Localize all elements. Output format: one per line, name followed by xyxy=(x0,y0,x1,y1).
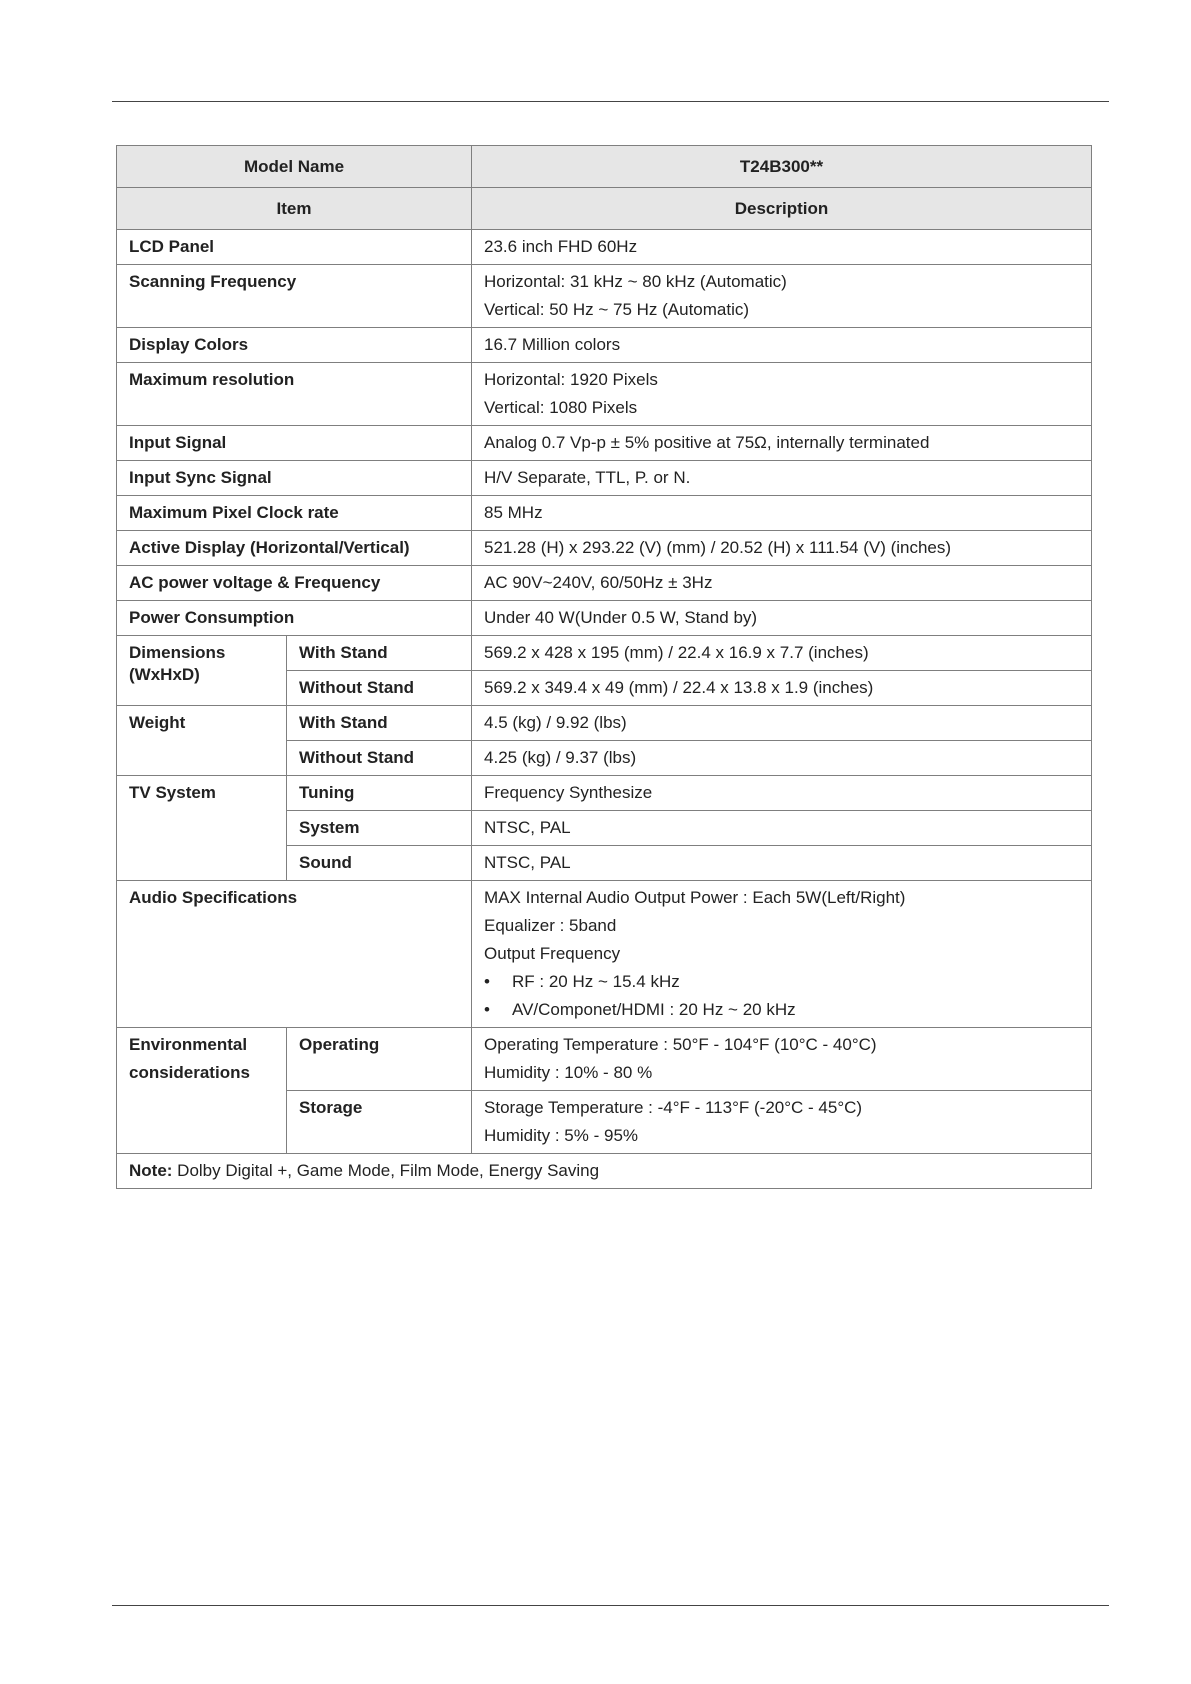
row-value: 85 MHz xyxy=(472,496,1092,531)
model-name-label: Model Name xyxy=(117,146,472,188)
row-value: AC 90V~240V, 60/50Hz ± 3Hz xyxy=(472,566,1092,601)
row-label: Active Display (Horizontal/Vertical) xyxy=(117,531,472,566)
row-value xyxy=(472,1091,1092,1154)
header-rule xyxy=(112,101,1109,102)
note-label: Note: xyxy=(129,1161,173,1180)
value-line: Operating Temperature : 50°F - 104°F (10°C - 40°C) xyxy=(484,1035,877,1054)
row-value: 4.25 (kg) / 9.37 (lbs) xyxy=(472,741,1092,776)
row-label xyxy=(117,1028,287,1154)
sub-label: Operating xyxy=(287,1028,472,1091)
value-line: Equalizer : 5band xyxy=(484,916,617,935)
bullet-text: RF : 20 Hz ~ 15.4 kHz xyxy=(512,972,680,991)
row-label: Input Sync Signal xyxy=(117,461,472,496)
row-value: Under 40 W(Under 0.5 W, Stand by) xyxy=(472,601,1092,636)
table-row xyxy=(117,776,1092,811)
value-line: Output Frequency xyxy=(484,944,621,963)
table-row xyxy=(117,706,1092,741)
row-value: Analog 0.7 Vp-p ± 5% positive at 75Ω, internally terminated xyxy=(472,426,1092,461)
row-label: TV System xyxy=(117,776,287,881)
row-value: NTSC, PAL xyxy=(472,846,1092,881)
row-value: H/V Separate, TTL, P. or N. xyxy=(472,461,1092,496)
model-name-value: T24B300** xyxy=(472,146,1092,188)
description-header: Description xyxy=(472,188,1092,230)
row-label: Input Signal xyxy=(117,426,472,461)
sub-label: Tuning xyxy=(287,776,472,811)
row-label: Power Consumption xyxy=(117,601,472,636)
table-row xyxy=(117,328,1092,363)
sub-label: Without Stand xyxy=(287,671,472,706)
row-value xyxy=(472,363,1092,426)
sub-label: Sound xyxy=(287,846,472,881)
table-row xyxy=(117,1028,1092,1091)
value-line: Storage Temperature : -4°F - 113°F (-20°C - 45°C) xyxy=(484,1098,863,1117)
sub-label: Without Stand xyxy=(287,741,472,776)
row-value xyxy=(472,881,1092,1028)
value-line: Horizontal: 31 kHz ~ 80 kHz (Automatic) xyxy=(484,272,787,291)
row-value xyxy=(472,1028,1092,1091)
table-row xyxy=(117,230,1092,265)
row-label: Dimensions (WxHxD) xyxy=(117,636,287,706)
bullet-text: AV/Componet/HDMI : 20 Hz ~ 20 kHz xyxy=(512,1000,796,1019)
row-label: Maximum resolution xyxy=(117,363,472,426)
row-value: NTSC, PAL xyxy=(472,811,1092,846)
row-label: AC power voltage & Frequency xyxy=(117,566,472,601)
row-value: Frequency Synthesize xyxy=(472,776,1092,811)
spec-table xyxy=(116,145,1092,1189)
row-value: 16.7 Million colors xyxy=(472,328,1092,363)
sub-label: Storage xyxy=(287,1091,472,1154)
row-label: Display Colors xyxy=(117,328,472,363)
row-label: LCD Panel xyxy=(117,230,472,265)
table-row xyxy=(117,146,1092,188)
value-line: Humidity : 5% - 95% xyxy=(484,1126,639,1145)
row-value xyxy=(472,265,1092,328)
value-line: Vertical: 1080 Pixels xyxy=(484,398,638,417)
bullet-item xyxy=(484,968,1079,996)
value-line: Vertical: 50 Hz ~ 75 Hz (Automatic) xyxy=(484,300,750,319)
item-header: Item xyxy=(117,188,472,230)
table-row xyxy=(117,881,1092,1028)
label-line: Environmental xyxy=(129,1035,248,1054)
sub-label: With Stand xyxy=(287,706,472,741)
sub-label: With Stand xyxy=(287,636,472,671)
label-line: considerations xyxy=(129,1063,250,1082)
table-row xyxy=(117,461,1092,496)
table-row xyxy=(117,601,1092,636)
table-row xyxy=(117,1154,1092,1189)
table-row xyxy=(117,363,1092,426)
table-row xyxy=(117,265,1092,328)
value-line: Horizontal: 1920 Pixels xyxy=(484,370,658,389)
footer-rule xyxy=(112,1605,1109,1606)
note-row xyxy=(117,1154,1092,1189)
value-line: Humidity : 10% - 80 % xyxy=(484,1063,653,1082)
row-value: 4.5 (kg) / 9.92 (lbs) xyxy=(472,706,1092,741)
table-row xyxy=(117,566,1092,601)
table-row xyxy=(117,426,1092,461)
bullet-item xyxy=(484,996,1079,1024)
value-line: MAX Internal Audio Output Power : Each 5W(Left/Right) xyxy=(484,888,906,907)
row-value: 23.6 inch FHD 60Hz xyxy=(472,230,1092,265)
table-row xyxy=(117,531,1092,566)
table-row xyxy=(117,496,1092,531)
row-value: 521.28 (H) x 293.22 (V) (mm) / 20.52 (H) x 111.54 (V) (inches) xyxy=(472,531,1092,566)
bullet-icon: • xyxy=(484,1000,490,1019)
bullet-icon: • xyxy=(484,972,490,991)
row-label: Weight xyxy=(117,706,287,776)
table-row xyxy=(117,188,1092,230)
row-label: Scanning Frequency xyxy=(117,265,472,328)
table-row xyxy=(117,636,1092,671)
row-value: 569.2 x 428 x 195 (mm) / 22.4 x 16.9 x 7.7 (inches) xyxy=(472,636,1092,671)
row-label: Maximum Pixel Clock rate xyxy=(117,496,472,531)
row-label: Audio Specifications xyxy=(117,881,472,1028)
sub-label: System xyxy=(287,811,472,846)
row-value: 569.2 x 349.4 x 49 (mm) / 22.4 x 13.8 x 1.9 (inches) xyxy=(472,671,1092,706)
note-text: Dolby Digital +, Game Mode, Film Mode, Energy Saving xyxy=(172,1161,600,1180)
